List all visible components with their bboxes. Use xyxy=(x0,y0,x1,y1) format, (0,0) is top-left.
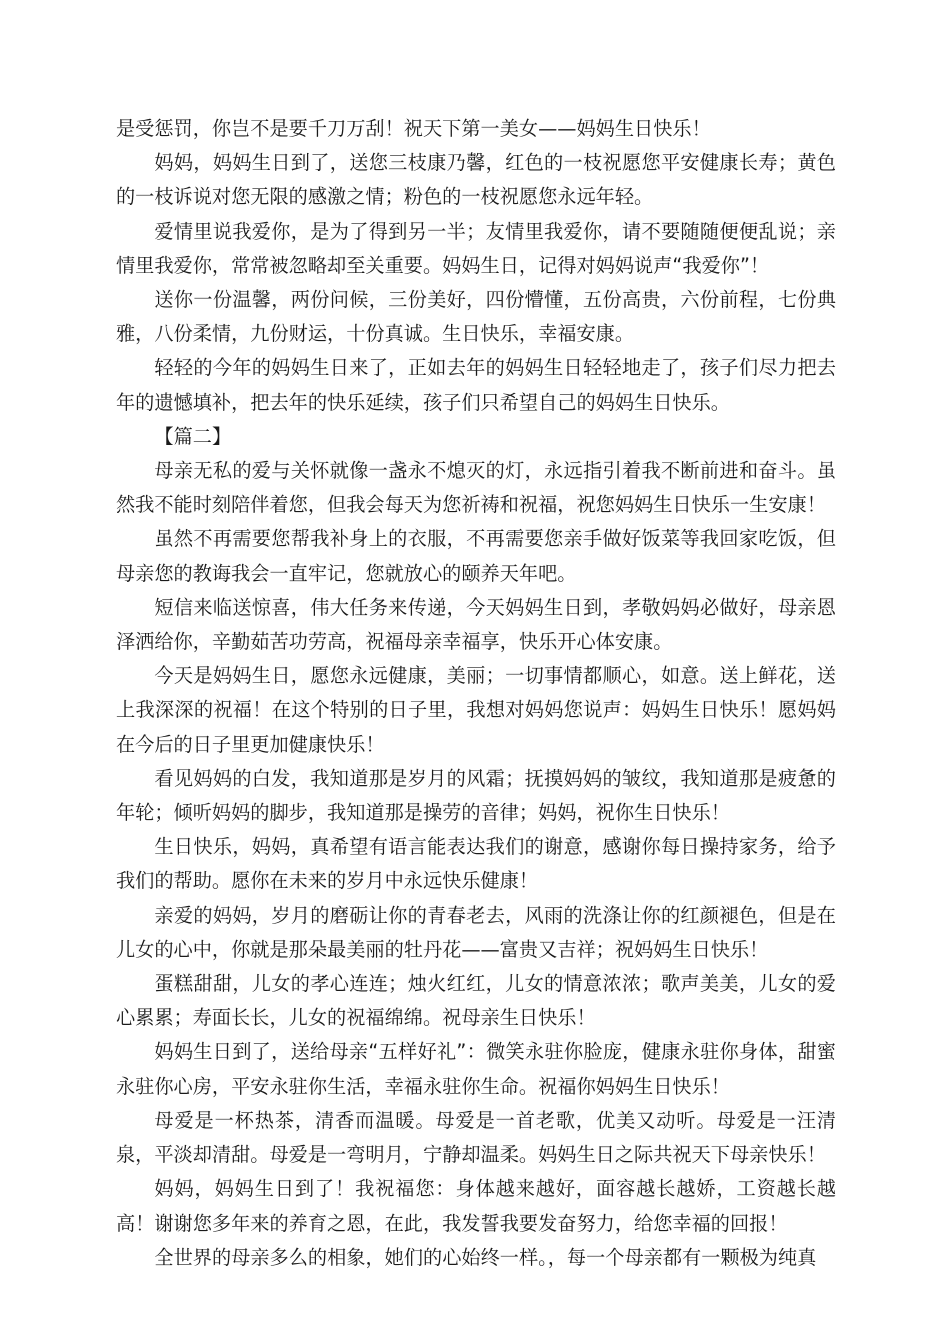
paragraph: 送你一份温馨，两份问候，三份美好，四份懵懂，五份高贵，六份前程，七份典雅，八份柔情，九份财运，十份真诚。生日快乐，幸福安康。 xyxy=(116,288,836,346)
paragraph: 亲爱的妈妈，岁月的磨砺让你的青春老去，风雨的洗涤让你的红颜褪色，但是在儿女的心中，你就是那朵最美丽的牡丹花——富贵又吉祥；祝妈妈生日快乐！ xyxy=(116,903,836,961)
paragraph: 生日快乐，妈妈，真希望有语言能表达我们的谢意，感谢你每日操持家务，给予我们的帮助。愿你在未来的岁月中永远快乐健康！ xyxy=(116,835,836,893)
paragraph: 蛋糕甜甜，儿女的孝心连连；烛火红红，儿女的情意浓浓；歌声美美，儿女的爱心累累；寿面长长，儿女的祝福绵绵。祝母亲生日快乐！ xyxy=(116,972,836,1030)
paragraph: 妈妈，妈妈生日到了！我祝福您：身体越来越好，面容越长越娇，工资越长越高！谢谢您多年来的养育之恩，在此，我发誓我要发奋努力，给您幸福的回报！ xyxy=(116,1177,836,1235)
paragraph: 爱情里说我爱你，是为了得到另一半；友情里我爱你，请不要随随便便乱说；亲情里我爱你，常常被忽略却至关重要。妈妈生日，记得对妈妈说声“我爱你”！ xyxy=(116,219,836,277)
paragraph: 母亲无私的爱与关怀就像一盏永不熄灭的灯，永远指引着我不断前进和奋斗。虽然我不能时刻陪伴着您，但我会每天为您祈祷和祝福，祝您妈妈生日快乐一生安康！ xyxy=(116,459,836,517)
paragraph: 看见妈妈的白发，我知道那是岁月的风霜；抚摸妈妈的皱纹，我知道那是疲惫的年轮；倾听妈妈的脚步，我知道那是操劳的音律；妈妈，祝你生日快乐！ xyxy=(116,766,836,825)
paragraph: 今天是妈妈生日，愿您永远健康，美丽；一切事情都顺心，如意。送上鲜花，送上我深深的祝福！在这个特别的日子里，我想对妈妈您说声：妈妈生日快乐！愿妈妈在今后的日子里更加健康快乐！ xyxy=(116,664,836,756)
paragraph: 是受惩罚，你岂不是要千刀万刮！祝天下第一美女——妈妈生日快乐！ xyxy=(116,117,711,140)
paragraph: 虽然不再需要您帮我补身上的衣服，不再需要您亲手做好饭菜等我回家吃饭，但母亲您的教诲我会一直牢记，您就放心的颐养天年吧。 xyxy=(116,527,836,585)
document-body xyxy=(116,112,836,1275)
paragraph: 妈妈，妈妈生日到了，送您三枝康乃馨，红色的一枝祝愿您平安健康长寿；黄色的一枝诉说对您无限的感激之情；粉色的一枝祝愿您永远年轻。 xyxy=(116,151,836,209)
paragraph: 全世界的母亲多么的相象，她们的心始终一样。，每一个母亲都有一颗极为纯真 xyxy=(154,1245,817,1269)
paragraph: 妈妈生日到了，送给母亲“五样好礼”：微笑永驻你脸庞，健康永驻你身体，甜蜜永驻你心房，平安永驻你生活，幸福永驻你生命。祝福你妈妈生日快乐！ xyxy=(116,1040,836,1098)
paragraph: 轻轻的今年的妈妈生日来了，正如去年的妈妈生日轻轻地走了，孩子们尽力把去年的遗憾填补，把去年的快乐延续，孩子们只希望自己的妈妈生日快乐。 xyxy=(116,356,836,414)
paragraph: 短信来临送惊喜，伟大任务来传递，今天妈妈生日到，孝敬妈妈必做好，母亲恩泽洒给你，辛勤茹苦功劳高，祝福母亲幸福享，快乐开心体安康。 xyxy=(116,595,836,654)
paragraph: 母爱是一杯热茶，清香而温暖。母爱是一首老歌，优美又动听。母爱是一汪清泉，平淡却清甜。母爱是一弯明月，宁静却温柔。妈妈生日之际共祝天下母亲快乐！ xyxy=(116,1108,836,1167)
section-heading: 【篇二】 xyxy=(154,424,232,448)
